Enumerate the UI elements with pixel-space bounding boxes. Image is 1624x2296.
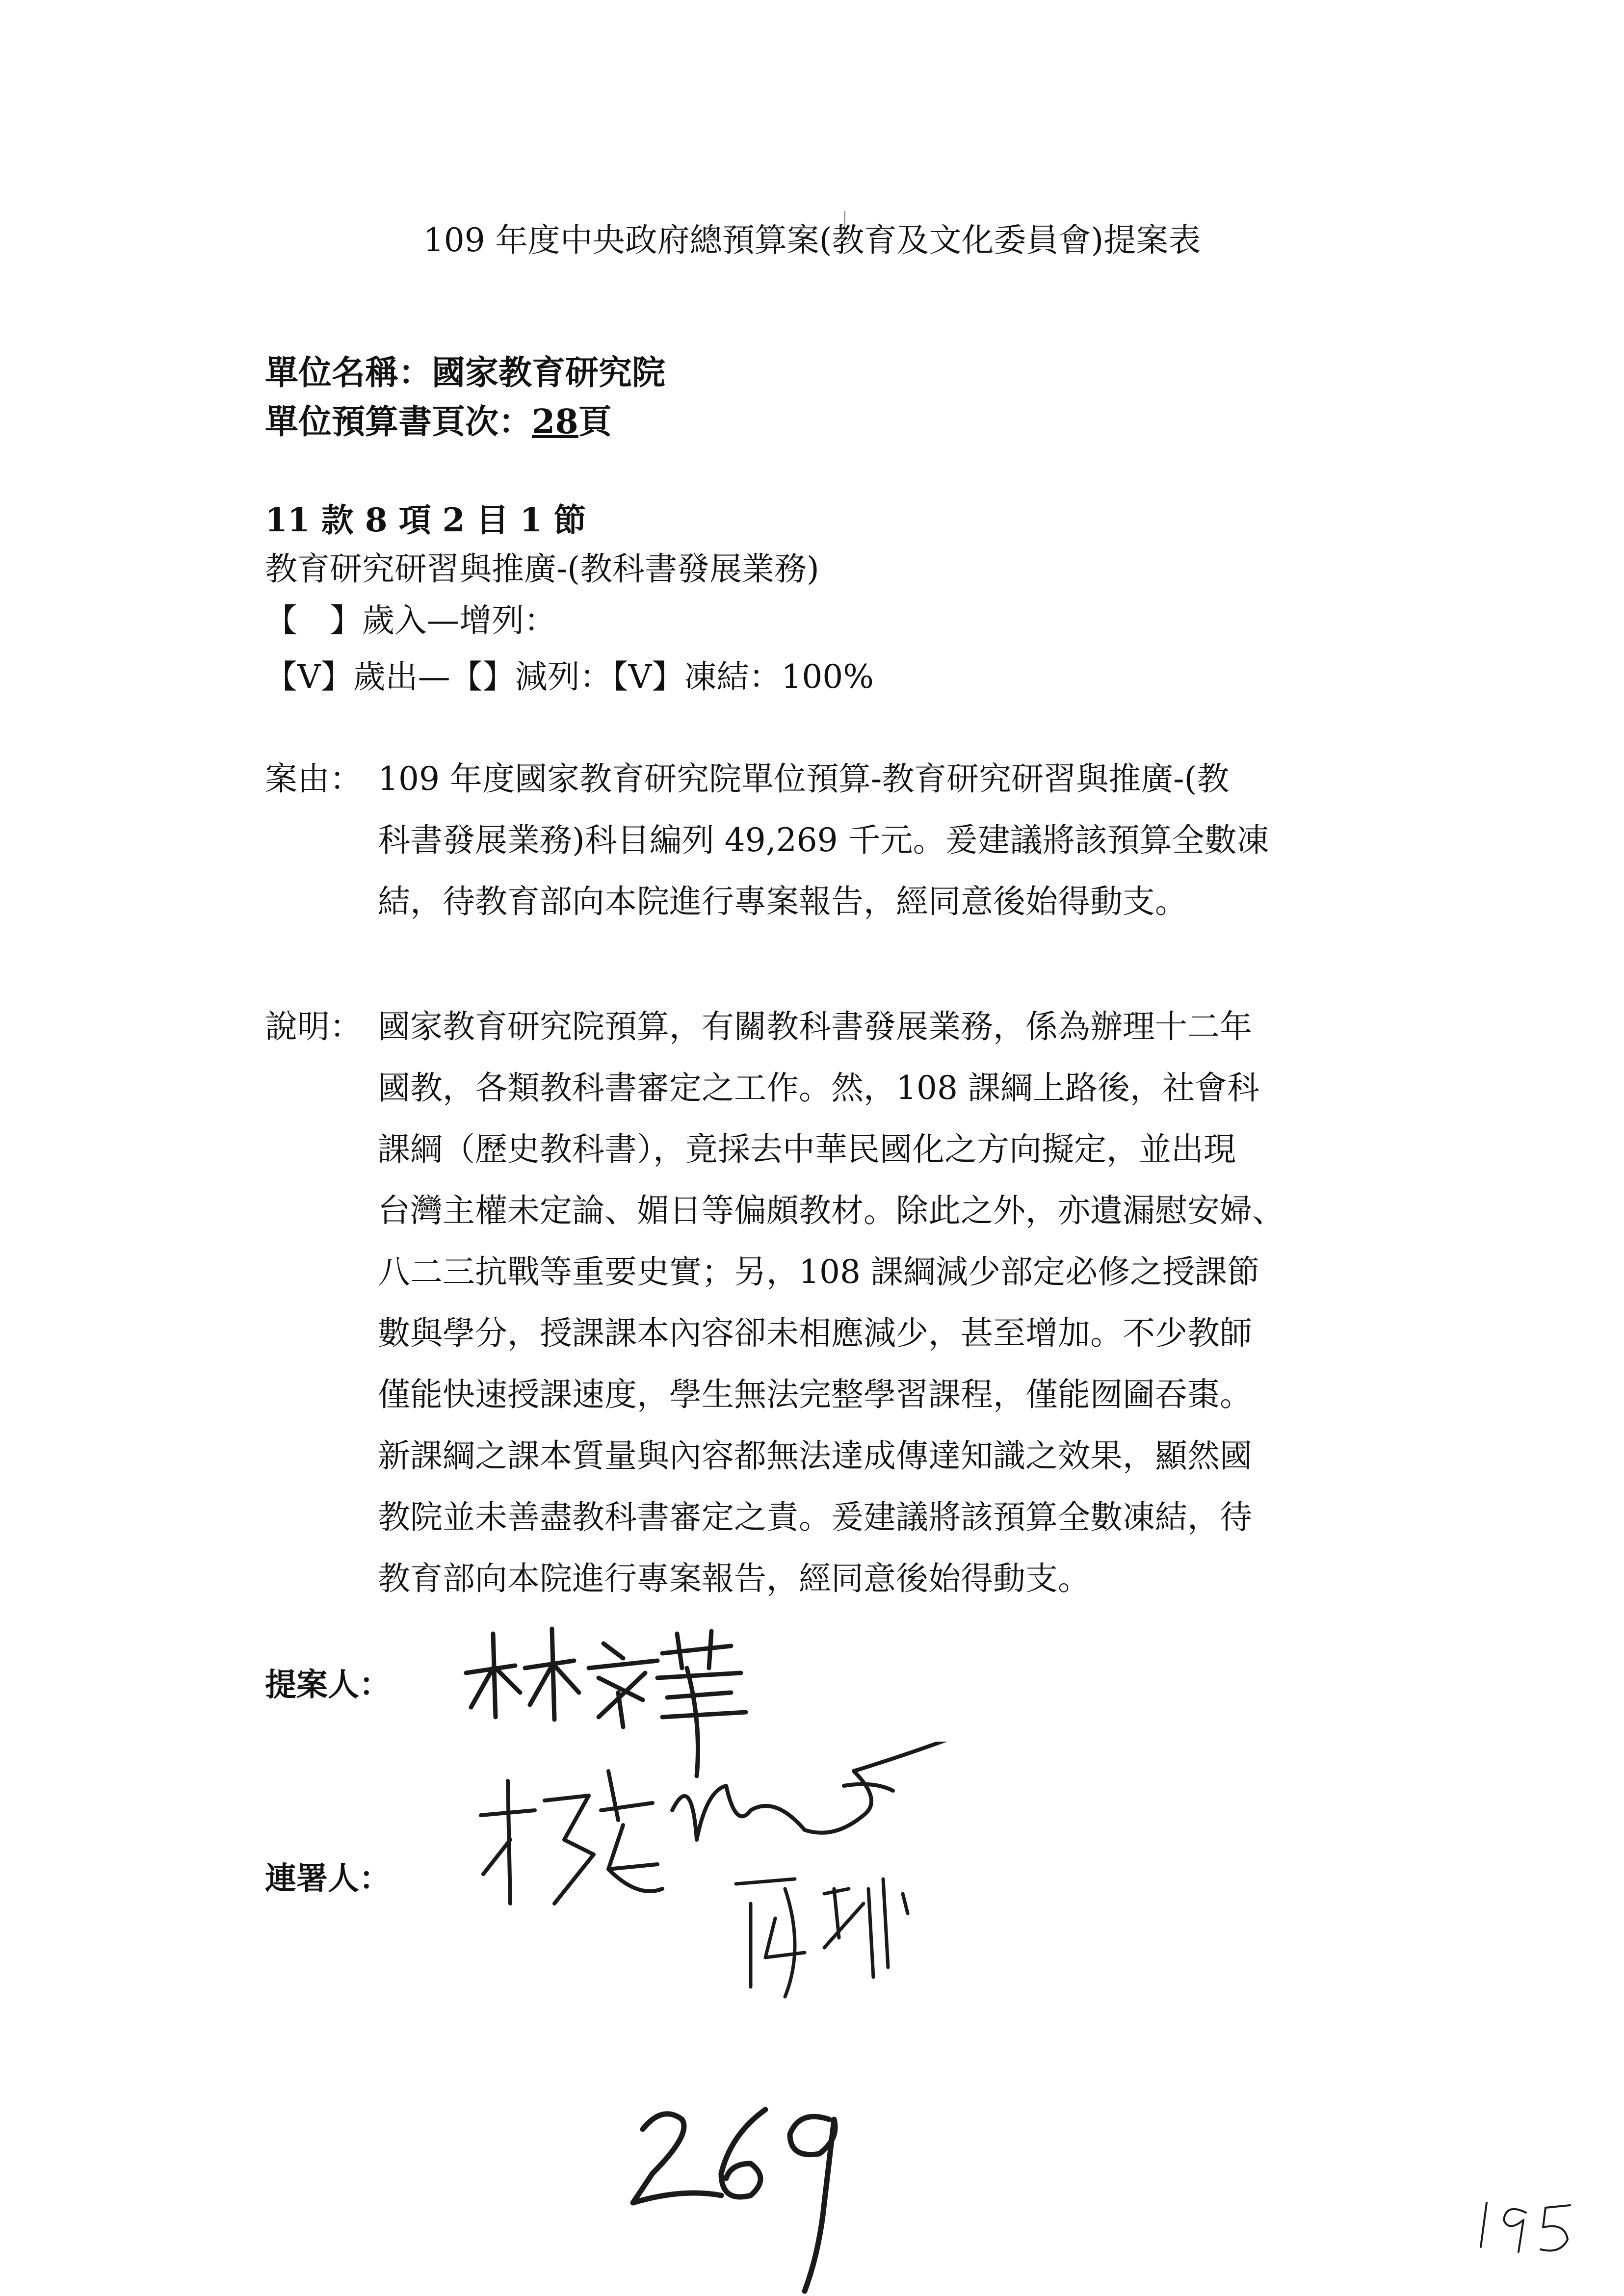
expense-line: 【V】歲出—【】減列：【V】凍結：100%	[265, 658, 874, 696]
explanation-line: 國家教育研究院預算，有關教科書發展業務，係為辦理十二年	[378, 1008, 1252, 1045]
cosigner-signatures	[461, 1742, 1001, 2085]
explanation-line: 課綱（歷史教科書），竟採去中華民國化之方向擬定，並出現	[378, 1130, 1236, 1168]
budget-page-reference	[265, 402, 612, 442]
revenue-line: 【 】歲入—增列：	[265, 601, 556, 639]
budget-section: 11 款 8 項 2 目 1 節	[265, 501, 586, 539]
explanation-label: 說明：	[265, 1008, 362, 1045]
explanation-line: 教院並未善盡教科書審定之責。爰建議將該預算全數凍結，待	[378, 1498, 1252, 1536]
explanation-line: 數與學分，授課課本內容卻未相應減少，甚至增加。不少教師	[378, 1314, 1252, 1352]
explanation-line: 新課綱之課本質量與內容都無法達成傳達知識之效果，顯然國	[378, 1437, 1252, 1475]
corner-page-number	[1472, 2193, 1609, 2267]
document-title: 109 年度中央政府總預算案(教育及文化委員會)提案表	[423, 221, 1201, 259]
explanation-line: 八二三抗戰等重要史實；另，108 課綱減少部定必修之授課節	[378, 1253, 1259, 1291]
explanation-line: 國教，各類教科書審定之工作。然，108 課綱上路後，社會科	[378, 1069, 1259, 1107]
explanation-body	[378, 996, 1408, 1609]
cosigner-label: 連署人：	[265, 1860, 391, 1897]
unit-name: 單位名稱：國家教育研究院	[265, 353, 666, 392]
case-body	[378, 748, 1408, 932]
program-name: 教育研究研習與推廣-(教科書發展業務)	[265, 550, 819, 588]
handwritten-page-number	[623, 2090, 859, 2296]
explanation-line: 僅能快速授課速度，學生無法完整學習課程，僅能囫圇吞棗。	[378, 1376, 1252, 1413]
explanation-line: 台灣主權未定論、媚日等偏頗教材。除此之外，亦遺漏慰安婦、	[378, 1192, 1284, 1229]
budget-page-suffix: 頁	[578, 402, 612, 442]
explanation-line: 教育部向本院進行專案報告，經同意後始得動支。	[378, 1560, 1090, 1597]
case-line: 科書發展業務)科目編列 49,269 千元。爰建議將該預算全數凍	[378, 821, 1269, 859]
proposer-label: 提案人：	[265, 1667, 391, 1703]
case-label: 案由：	[265, 760, 362, 798]
budget-page-number: 28	[532, 402, 578, 442]
case-line: 109 年度國家教育研究院單位預算-教育研究研習與推廣-(教	[378, 760, 1230, 798]
budget-page-label: 單位預算書頁次：	[265, 402, 532, 442]
case-line: 結，待教育部向本院進行專案報告，經同意後始得動支。	[378, 883, 1187, 920]
